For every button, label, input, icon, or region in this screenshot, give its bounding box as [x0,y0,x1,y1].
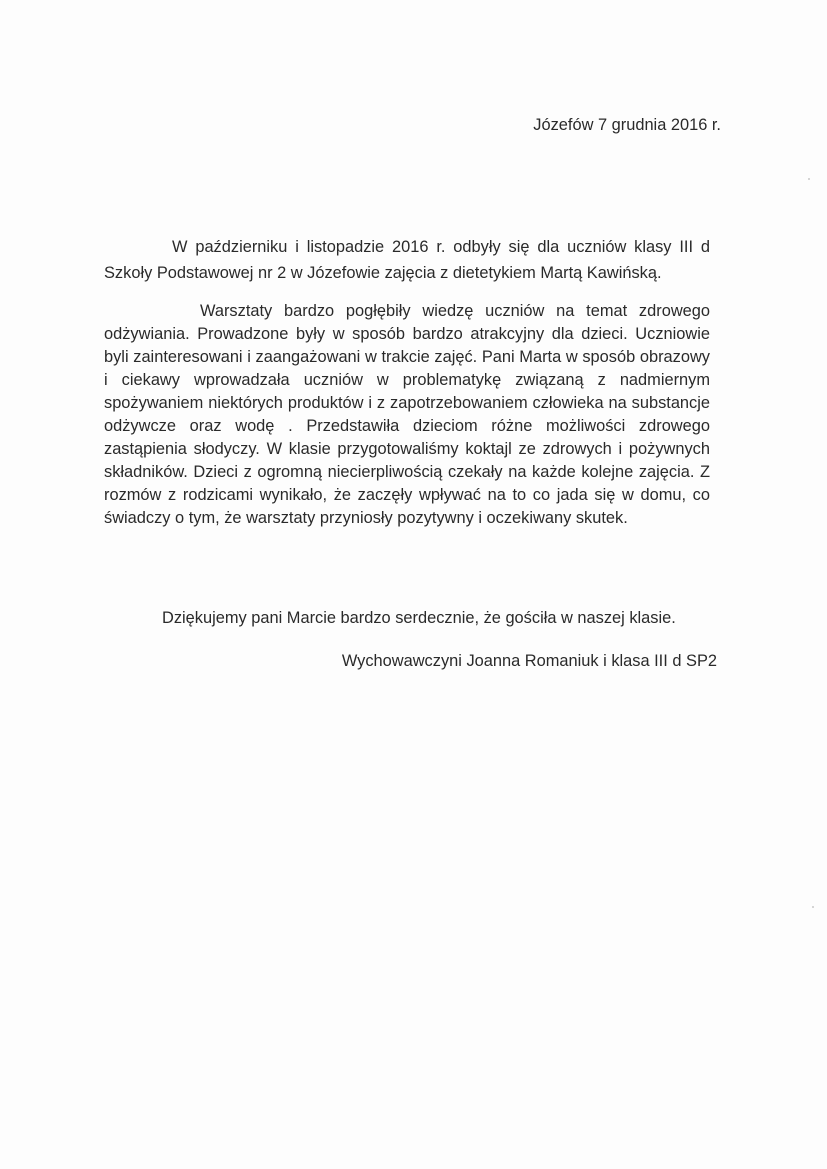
paragraph-intro: W październiku i listopadzie 2016 r. odbyły się dla uczniów klasy III d Szkoły Podstawowej nr 2 w Józefowie zajęcia z dietetykiem Martą Kawińską. [104,238,710,282]
scan-speck [808,178,810,180]
scan-speck [812,906,814,908]
date-line: Józefów 7 grudnia 2016 r. [533,116,721,134]
paragraph-workshop-description: Warsztaty bardzo pogłębiły wiedzę uczniów na temat zdrowego odżywiania. Prowadzone były w sposób bardzo atrakcyjny dla dzieci. Uczniowie byli zainteresowani i zaangażowani w trakcie zajęć. Pani Marta w sposób obrazowy i ciekawy wprowadzała uczniów w problematykę związaną z nadmiernym spożywaniem niektórych produktów i z zapotrzebowaniem człowieka na substancje odżywcze oraz wodę . Przedstawiła dzieciom różne możliwości zdrowego zastąpienia słodyczy. W klasie przygotowaliśmy koktajl ze zdrowych i pożywnych składników. Dzieci z ogromną niecierpliwością czekały na każde kolejne zajęcia. Z rozmów z rodzicami wynikało, że zaczęły wpływać na to co jada się w domu, co świadczy o tym, że warsztaty przyniosły pozytywny i oczekiwany skutek. [104,302,710,527]
thanks-line: Dziękujemy pani Marcie bardzo serdecznie, że gościła w naszej klasie. [162,609,676,627]
signature-line: Wychowawczyni Joanna Romaniuk i klasa III d SP2 [341,652,717,670]
